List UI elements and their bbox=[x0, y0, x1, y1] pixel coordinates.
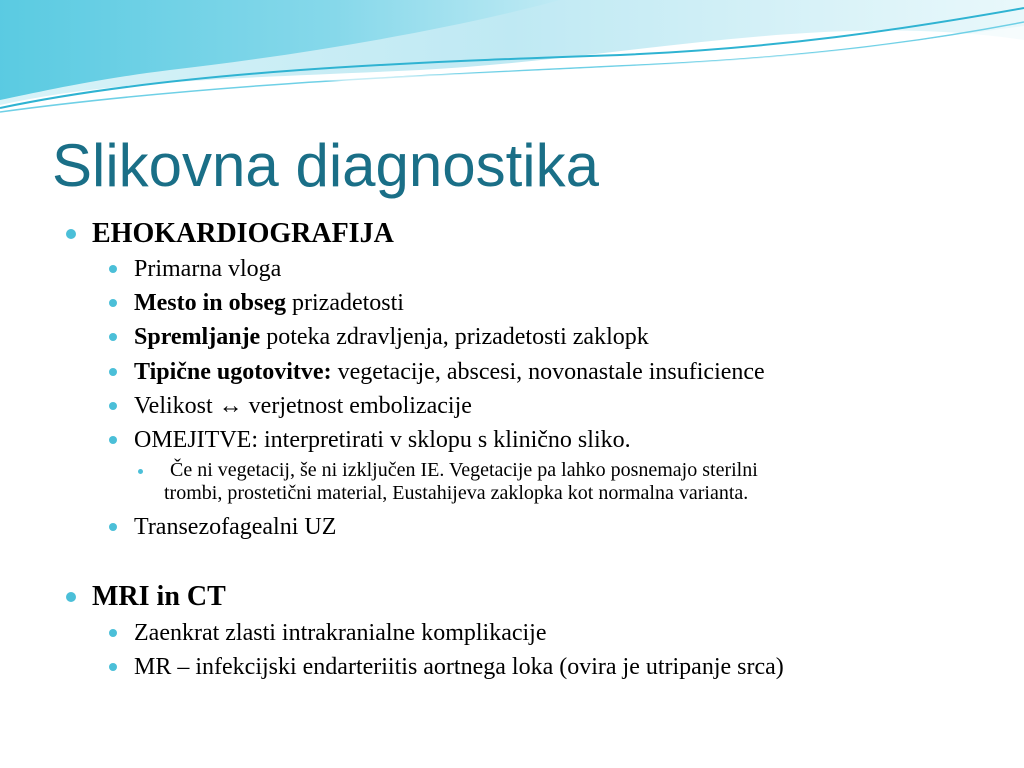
list-item bbox=[134, 651, 784, 683]
list-item-text: MR – infekcijski endarteriitis aortnega loka (ovira je utripanje srca) bbox=[134, 654, 784, 680]
list-item bbox=[134, 287, 404, 319]
section-heading-ehokardiografija bbox=[92, 216, 394, 252]
bullet-icon bbox=[109, 368, 117, 376]
list-item-bold-text: Mesto in obseg bbox=[134, 290, 286, 316]
sub-list-item-line: trombi, prostetični material, Eustahijeva zaklopka kot normalna varianta. bbox=[164, 482, 749, 504]
list-item bbox=[134, 390, 472, 422]
bullet-icon bbox=[109, 663, 117, 671]
sub-list-item bbox=[164, 459, 758, 505]
list-item bbox=[134, 253, 281, 285]
bullet-icon bbox=[109, 299, 117, 307]
bullet-icon bbox=[109, 265, 117, 273]
bullet-icon bbox=[109, 523, 117, 531]
bullet-icon bbox=[109, 629, 117, 637]
sub-list-item-line: Če ni vegetacij, še ni izključen IE. Vegetacije pa lahko posnemajo sterilni bbox=[170, 459, 758, 481]
bullet-icon bbox=[66, 229, 76, 239]
list-item-text: Zaenkrat zlasti intrakranialne komplikacije bbox=[134, 620, 547, 646]
section-heading-mri-ct bbox=[92, 579, 226, 615]
list-item-text: prizadetosti bbox=[286, 290, 404, 316]
bullet-icon bbox=[109, 333, 117, 341]
list-item-text: Primarna vloga bbox=[134, 256, 282, 282]
page-title: Slikovna diagnostika bbox=[52, 132, 600, 199]
list-item bbox=[134, 321, 649, 353]
list-item-text: Velikost ↔ verjetnost embolizacije bbox=[134, 393, 472, 419]
bullet-icon bbox=[109, 436, 117, 444]
section-heading-text: EHOKARDIOGRAFIJA bbox=[92, 218, 394, 249]
list-item-text: Transezofagealni UZ bbox=[134, 514, 337, 540]
section-heading-text: MRI in CT bbox=[92, 581, 226, 612]
list-item-text: vegetacije, abscesi, novonastale insuficience bbox=[331, 359, 765, 385]
header-wave-decoration bbox=[0, 0, 1024, 130]
list-item-bold-text: Tipične ugotovitve: bbox=[134, 359, 332, 385]
bullet-icon bbox=[138, 469, 143, 474]
list-item-text: OMEJITVE: interpretirati v sklopu s klinično sliko. bbox=[134, 427, 631, 453]
bullet-icon bbox=[66, 592, 76, 602]
list-item bbox=[134, 617, 547, 649]
list-item-bold-text: Spremljanje bbox=[134, 324, 261, 350]
list-item bbox=[134, 511, 336, 543]
list-item-text: poteka zdravljenja, prizadetosti zaklopk bbox=[260, 324, 649, 350]
list-item bbox=[134, 424, 631, 456]
list-item bbox=[134, 356, 765, 388]
bullet-icon bbox=[109, 402, 117, 410]
